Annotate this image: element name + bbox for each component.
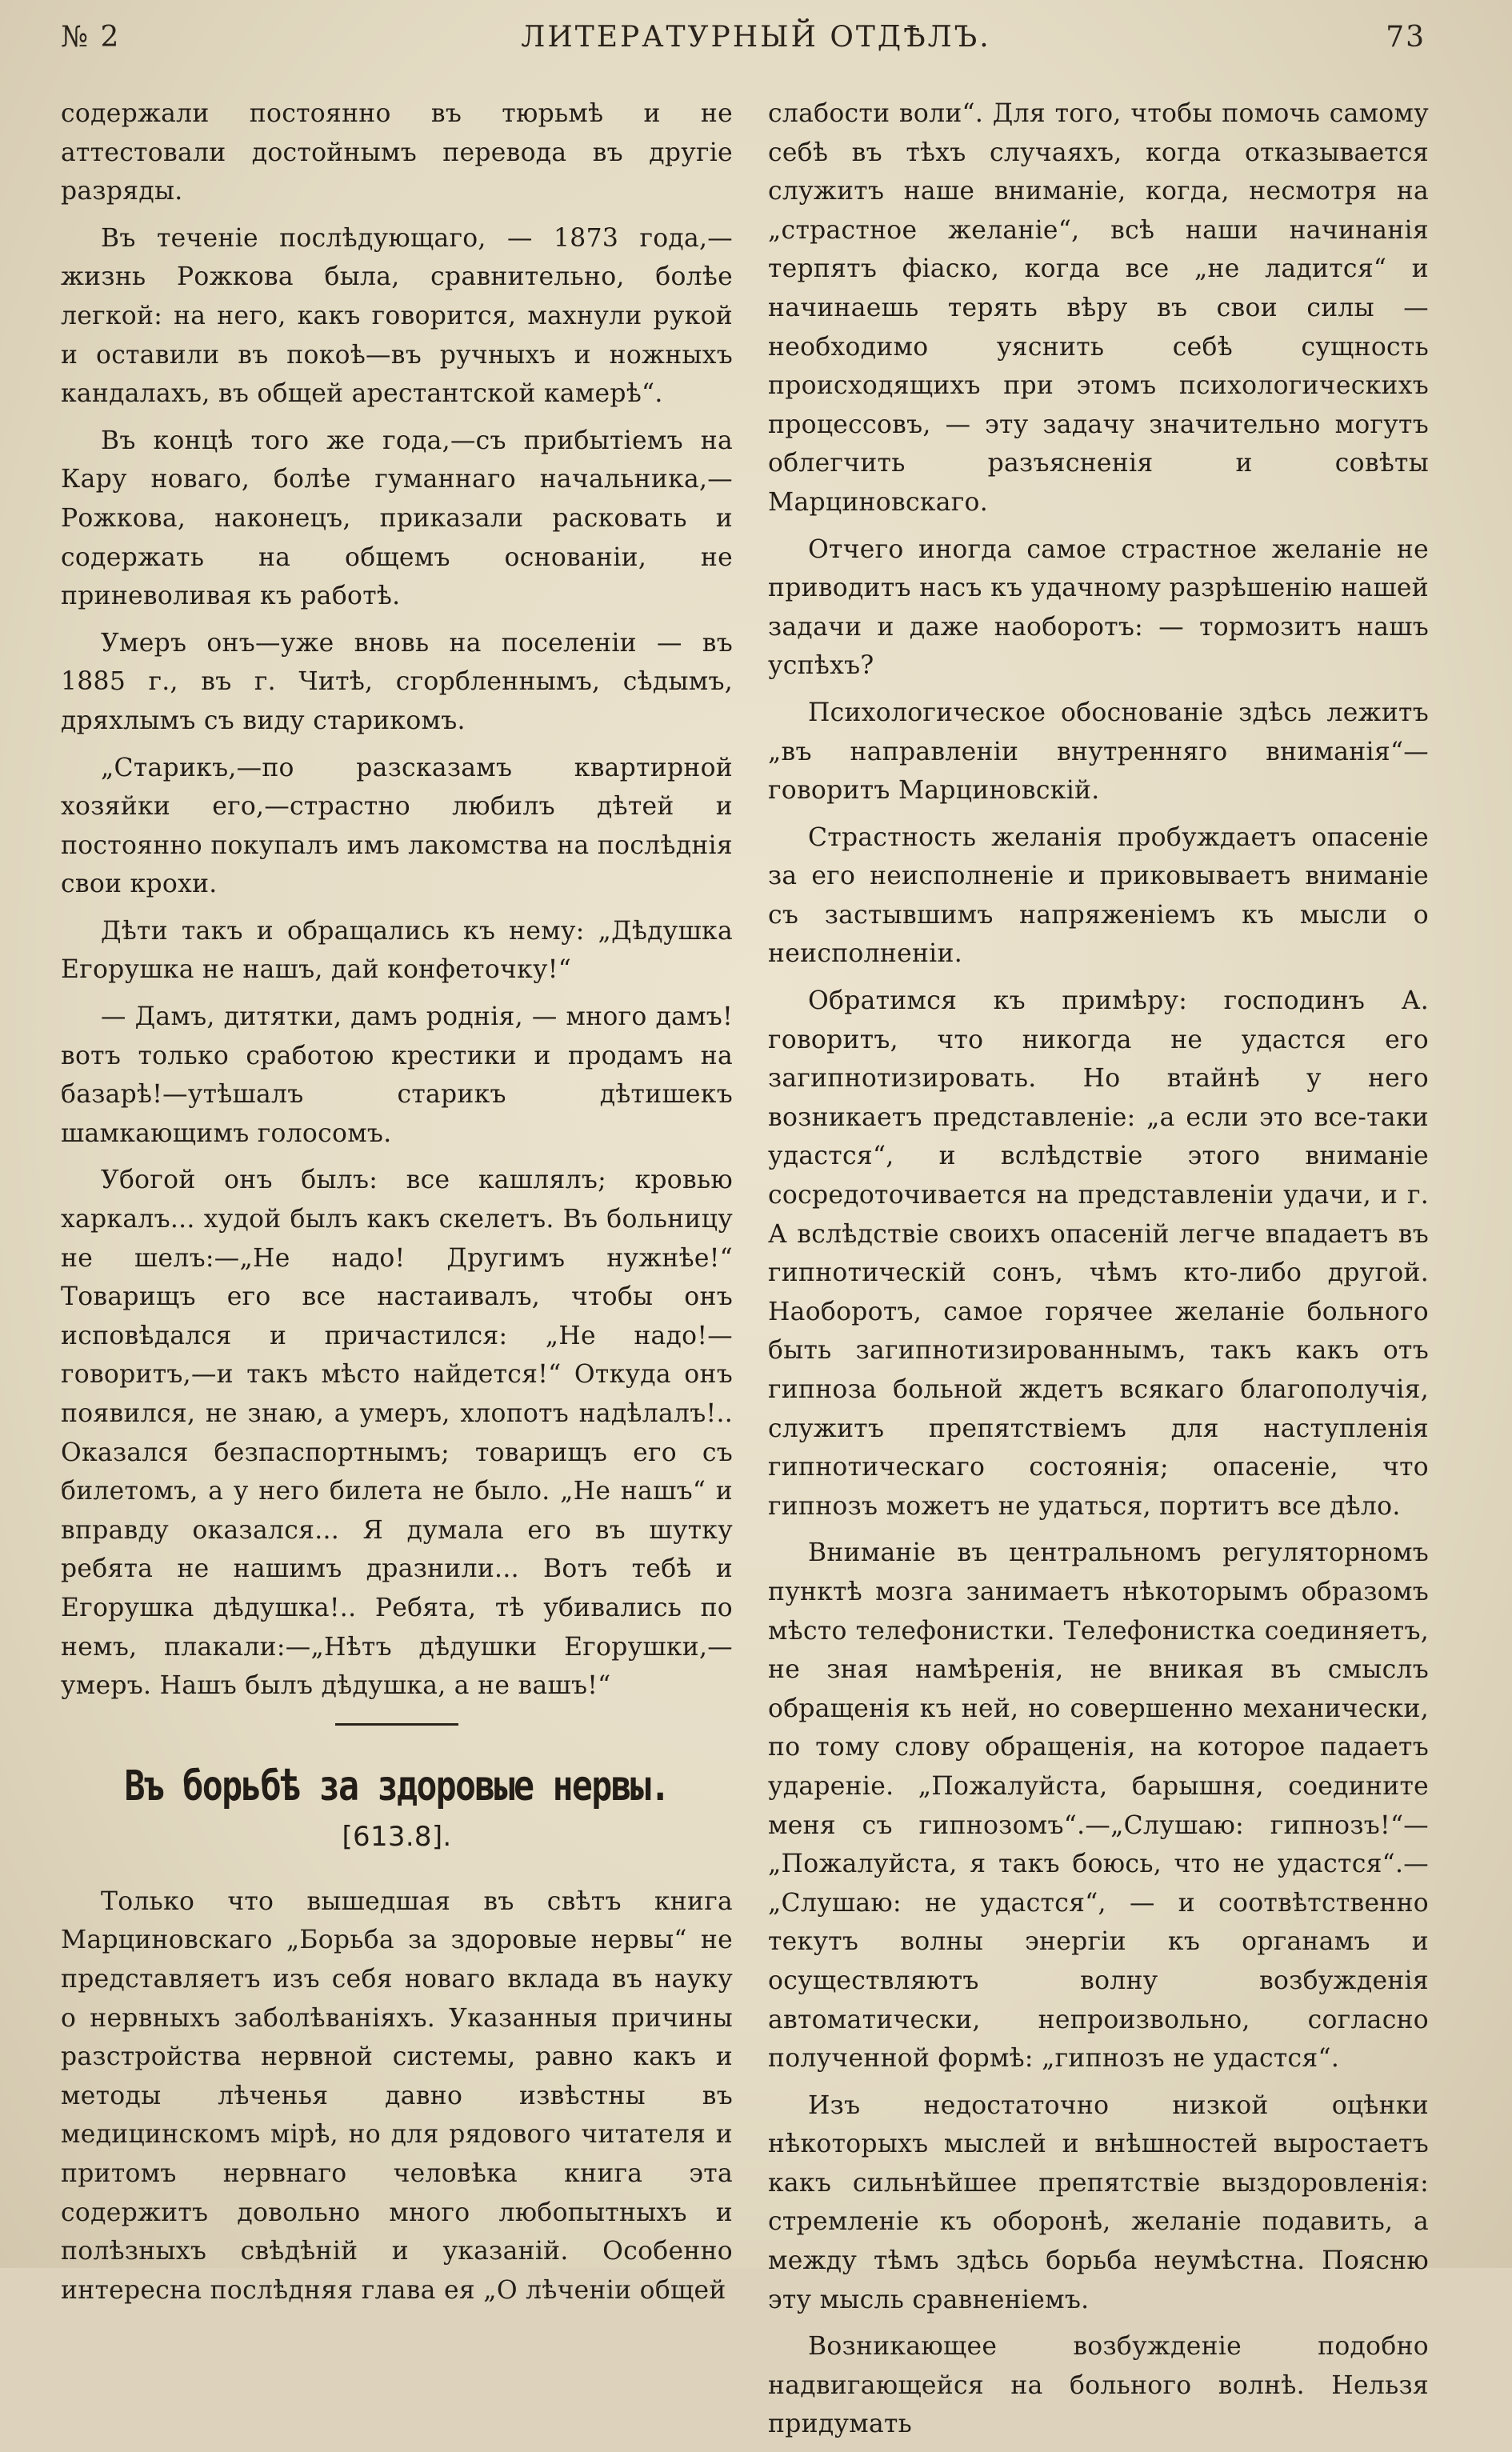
- section-divider: [335, 1723, 458, 1726]
- paragraph: Умеръ онъ—уже вновь на поселеніи — въ 1885 г., въ г. Читѣ, сгорбленнымъ, сѣдымъ, дряхлымъ съ виду старикомъ.: [61, 628, 733, 735]
- paragraph: содержали постоянно въ тюрьмѣ и не аттестовали достойнымъ перевода въ другіе разряды.: [61, 99, 733, 206]
- section-title: ЛИТЕРАТУРНЫЙ ОТДѢЛЪ.: [521, 21, 991, 54]
- article-title: Въ борьбѣ за здоровые нервы.: [124, 1762, 670, 1810]
- paragraph: „Старикъ,—по разсказамъ квартирной хозяйки его,—страстно любилъ дѣтей и постоянно покупалъ имъ лакомства на послѣднія свои крохи.: [61, 753, 733, 899]
- left-column: [61, 94, 733, 2318]
- paragraph: Въ концѣ того же года,—съ прибытіемъ на Кару новаго, болѣе гуманнаго начальника,— Рожкова, наконецъ, приказали расковать и содержать на общемъ основаніи, не приневоливая къ работѣ.: [61, 426, 733, 611]
- paragraph: Убогой онъ былъ: все кашлялъ; кровью харкалъ... худой былъ какъ скелетъ. Въ больницу не шелъ:—„Не надо! Другимъ нужнѣе!“ Товарищъ его все настаивалъ, чтобы онъ исповѣдался и причастился: „Не надо!—говоритъ,—и такъ мѣсто найдется!“ Откуда онъ появился, не знаю, а умеръ, хлопотъ надѣлалъ!.. Оказался безпаспортнымъ; товарищъ его съ билетомъ, а у него билета не было. „Не нашъ“ и вправду оказался... Я думала его въ шутку ребята не нашимъ дразнили... Вотъ тебѣ и Егорушка дѣдушка!.. Ребята, тѣ убивались по немъ, плакали:—„Нѣтъ дѣдушки Егорушки,—умеръ. Нашъ былъ дѣдушка, а не вашъ!“: [61, 1166, 733, 1701]
- paragraph: Отчего иногда самое страстное желаніе не приводитъ насъ къ удачному разрѣшенію нашей задачи и даже наоборотъ: — тормозитъ нашъ успѣхъ?: [768, 534, 1429, 681]
- paragraph: Страстность желанія пробуждаетъ опасеніе за его неисполненіе и приковываетъ вниманіе съ застывшимъ напряженіемъ къ мысли о неисполненіи.: [768, 822, 1429, 969]
- paragraph: Вниманіе въ центральномъ регуляторномъ пунктѣ мозга занимаетъ нѣкоторымъ образомъ мѣсто телефонистки. Телефонистка соединяетъ, не зная намѣренія, не вникая въ смыслъ обращенія къ ней, но совершенно механически, по тому слову обращенія, на которое падаетъ удареніе. „Пожалуйста, барышня, соедините меня съ гипнозомъ“.—„Слушаю: гипнозъ!“— „Пожалуйста, я такъ боюсь, что не удастся“.— „Слушаю: не удастся“, — и соотвѣтственно текутъ волны энергіи къ органамъ и осуществляютъ волну возбужденія автоматически, непроизвольно, согласно полученной формѣ: „гипнозъ не удастся“.: [768, 1538, 1429, 2074]
- paragraph: Психологическое обоснованіе здѣсь лежитъ „въ направленіи внутренняго вниманія“—говоритъ Марциновскій.: [768, 698, 1429, 806]
- paragraph: слабости воли“. Для того, чтобы помочь самому себѣ въ тѣхъ случаяхъ, когда отказывается служитъ наше вниманіе, когда, несмотря на „страстное желаніе“, всѣ наши начинанія терпятъ фіаско, когда все „не ладится“ и начинаешь терять вѣру въ свои силы — необходимо уяснить себѣ сущность происходящихъ при этомъ психологическихъ процессовъ, — эту задачу значительно могутъ облегчить разъясненія и совѣты Марциновскаго.: [768, 99, 1429, 517]
- paragraph: Изъ недостаточно низкой оцѣнки нѣкоторыхъ мыслей и внѣшностей выростаетъ какъ сильнѣйшее препятствіе выздоровленія: стремленіе къ оборонѣ, желаніе подавить, а между тѣмъ здѣсь борьба неумѣстна. Поясню эту мысль сравненіемъ.: [768, 2090, 1429, 2314]
- paragraph: Дѣти такъ и обращались къ нему: „Дѣдушка Егорушка не нашъ, дай конфеточку!“: [61, 916, 733, 985]
- article-code: [613.8].: [342, 1820, 452, 1853]
- paragraph: — Дамъ, дитятки, дамъ роднія, — много дамъ! вотъ только сработою крестики и продамъ на базарѣ!—утѣшалъ старикъ дѣтишекъ шамкающимъ голосомъ.: [61, 1002, 733, 1148]
- paragraph: Возникающее возбужденіе подобно надвигающейся на больного волнѣ. Нельзя придумать: [768, 2332, 1429, 2439]
- paragraph: Обратимся къ примѣру: господинъ А. говоритъ, что никогда не удастся его загипнотизировать. Но втайнѣ у него возникаетъ представленіе: „а если это все-таки удастся“, и вслѣдствіе этого вниманіе сосредоточивается на представленіи удачи, и г. А вслѣдствіе своихъ опасеній легче впадаетъ въ гипнотическій сонъ, чѣмъ кто-либо другой. Наоборотъ, самое горячее желаніе больного быть загипнотизированнымъ, такъ какъ отъ гипноза больной ждетъ всякаго благополучія, служитъ препятствіемъ для наступленія гипнотическаго состоянія; опасеніе, что гипнозъ можетъ не удаться, портитъ все дѣло.: [768, 986, 1429, 1521]
- paragraph: Только что вышедшая въ свѣтъ книга Марциновскаго „Борьба за здоровые нервы“ не представляетъ изъ себя новаго вклада въ науку о нервныхъ заболѣваніяхъ. Указанныя причины разстройства нервной системы, равно какъ и методы лѣченья давно извѣстны въ медицинскомъ мірѣ, но для рядового читателя и притомъ нервнаго человѣка книга эта содержитъ довольно много любопытныхъ и полѣзныхъ свѣдѣній и указаній. Особенно интересна послѣдняя глава ея „О лѣченіи общей: [61, 1886, 733, 2305]
- right-column: [768, 94, 1429, 2452]
- issue-number: № 2: [61, 21, 121, 54]
- paragraph: Въ теченіе послѣдующаго, — 1873 года,— жизнь Рожкова была, сравнительно, болѣе легкой: на него, какъ говорится, махнули рукой и оставили въ покоѣ—въ ручныхъ и ножныхъ кандалахъ, въ общей арестантской камерѣ“.: [61, 223, 733, 409]
- page-number: 73: [1386, 21, 1426, 54]
